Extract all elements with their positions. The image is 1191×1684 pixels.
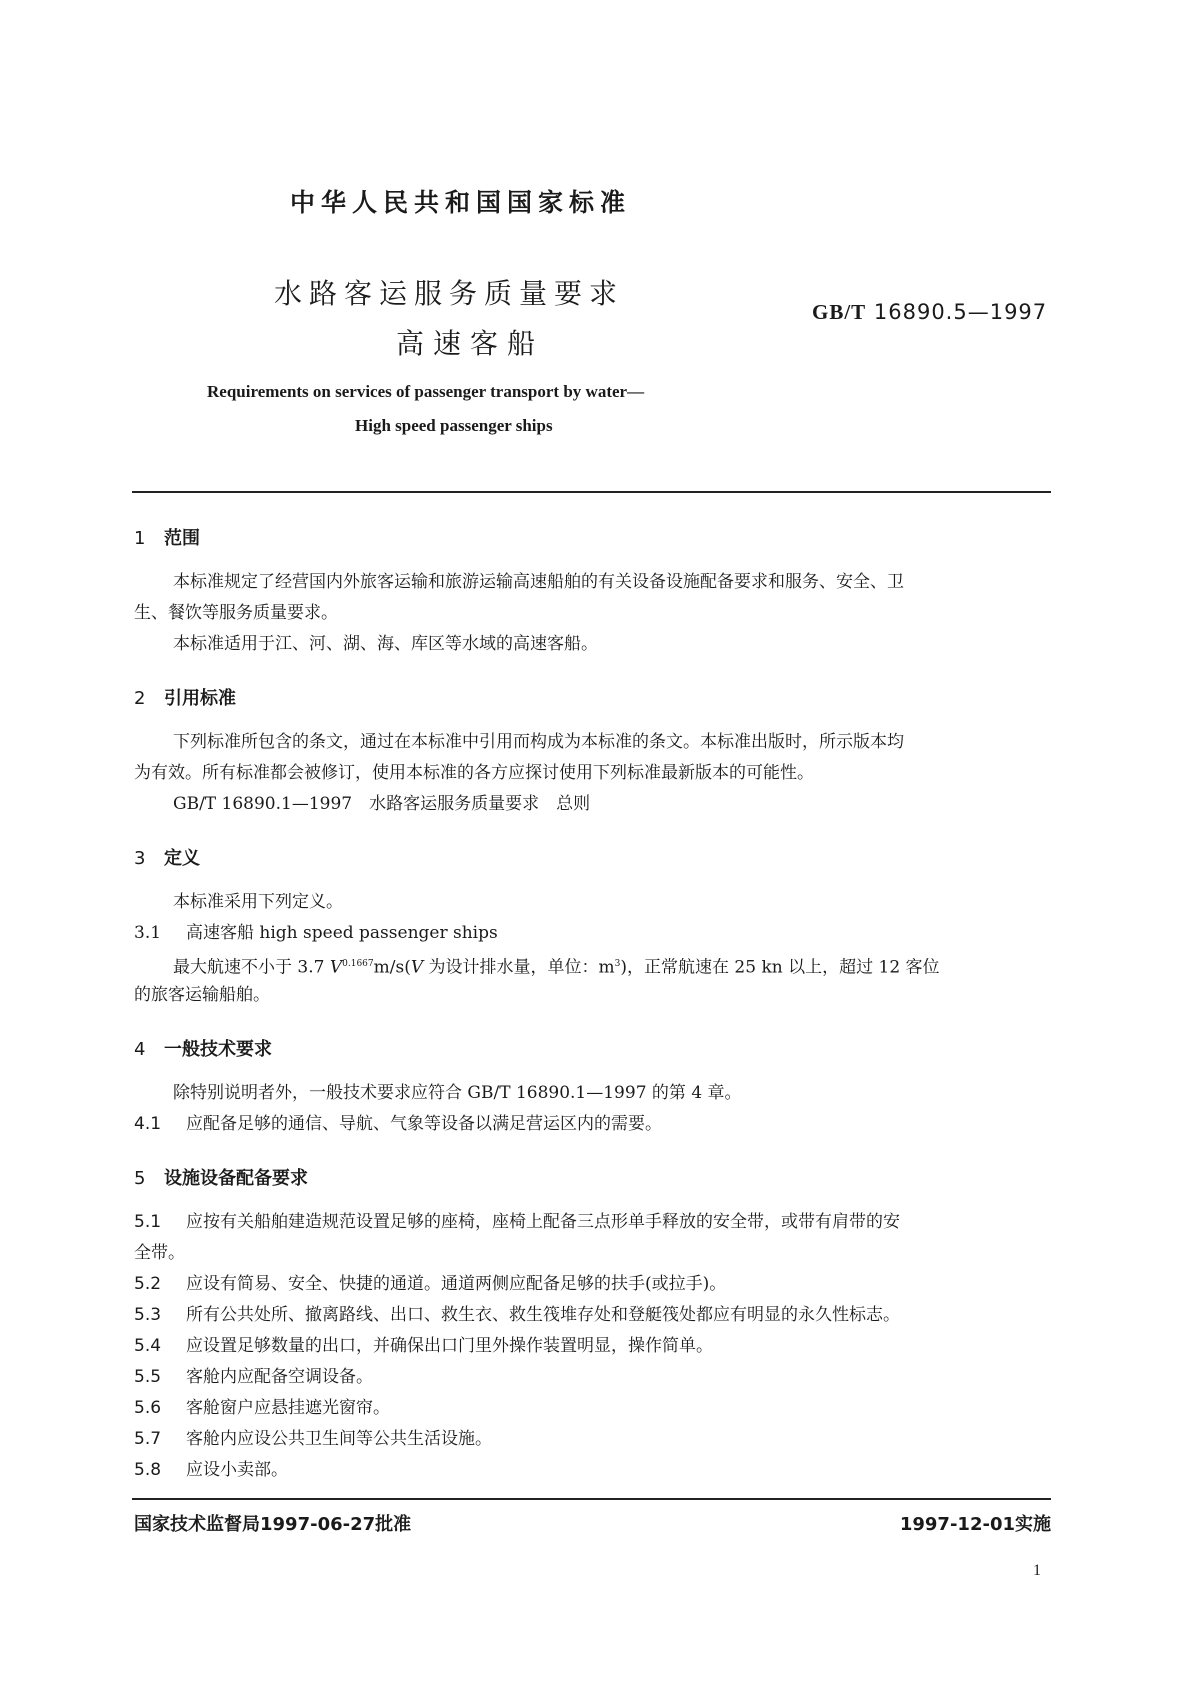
clause-3-1-definition-line2: 的旅客运输船舶。 [134,985,270,1005]
clause-text: 应设有简易、安全、快捷的通道。通道两侧应配备足够的扶手(或拉手)。 [186,1274,727,1294]
clause-5-4 [134,1336,1053,1356]
header-rule [132,491,1051,493]
document-title-line1: 水路客运服务质量要求 [274,277,625,310]
effective-date: 1997-12-01实施 [899,1514,1051,1535]
clause-5-1-line2: 全带。 [134,1243,185,1263]
clause-5-1-line1 [134,1212,1053,1232]
standard-number: 16890.5—1997 [873,300,1048,324]
clause-text: 应按有关船舶建造规范设置足够的座椅，座椅上配备三点形单手释放的安全带，或带有肩带的安 [186,1212,900,1232]
clause-term: 高速客船 high speed passenger ships [186,923,498,943]
clause-number: 5.1 [134,1212,162,1232]
s3-paragraph: 本标准采用下列定义。 [173,892,343,912]
clause-number: 5.4 [134,1336,162,1356]
clause-3-1-definition-line1 [173,954,1053,978]
clause-number: 5.6 [134,1398,162,1418]
clause-text: 客舱窗户应悬挂遮光窗帘。 [186,1398,390,1418]
section-number: 4 [134,1039,146,1060]
section-title: 定义 [164,848,200,869]
section-5-heading [134,1164,308,1190]
section-number: 5 [134,1168,146,1189]
s1-paragraph-line2: 生、餐饮等服务质量要求。 [134,603,338,623]
english-title-line2: High speed passenger ships [355,416,553,435]
clause-5-8 [134,1460,1053,1480]
standard-code [812,300,1047,325]
clause-number: 3.1 [134,923,162,943]
clause-3-1 [134,923,1053,943]
def-exponent: 3 [614,959,621,969]
national-standard-heading: 中华人民共和国国家标准 [290,188,632,217]
section-number: 3 [134,848,146,869]
clause-number: 5.8 [134,1460,162,1480]
section-title: 引用标准 [164,688,236,709]
clause-number: 4.1 [134,1114,162,1134]
clause-text: 客舱内应配备空调设备。 [186,1367,373,1387]
s1-paragraph-2: 本标准适用于江、河、湖、海、库区等水域的高速客船。 [173,634,598,654]
clause-text: 应设小卖部。 [186,1460,288,1480]
clause-4-1 [134,1114,1053,1134]
def-part: )，正常航速在 25 kn 以上，超过 12 客位 [620,957,940,978]
def-part: 为设计排水量，单位：m [423,957,615,978]
section-number: 1 [134,528,146,549]
section-2-heading [134,684,236,710]
def-exponent: 0.1667 [342,959,374,969]
clause-number: 5.5 [134,1367,162,1387]
section-title: 范围 [164,528,200,549]
page-number: 1 [1033,1562,1041,1579]
def-symbol: V [329,957,343,978]
clause-number: 5.2 [134,1274,162,1294]
s2-paragraph-line2: 为有效。所有标准都会被修订，使用本标准的各方应探讨使用下列标准最新版本的可能性。 [134,763,814,783]
standard-prefix: GB/T [812,300,867,324]
s2-paragraph-line1: 下列标准所包含的条文，通过在本标准中引用而构成为本标准的条文。本标准出版时，所示版本均 [173,732,904,752]
clause-5-2 [134,1274,1053,1294]
s1-paragraph-line1: 本标准规定了经营国内外旅客运输和旅游运输高速船舶的有关设备设施配备要求和服务、安全、卫 [173,572,904,592]
document-title-line2: 高速客船 [396,327,545,360]
clause-number: 5.7 [134,1429,162,1449]
english-title-line1: Requirements on services of passenger transport by water— [207,382,645,401]
section-1-heading [134,524,200,550]
s4-paragraph: 除特别说明者外，一般技术要求应符合 GB/T 16890.1—1997 的第 4 章。 [173,1083,742,1103]
footer-rule [132,1498,1051,1500]
def-part: 最大航速不小于 3.7 [173,957,330,978]
s2-reference: GB/T 16890.1—1997 水路客运服务质量要求 总则 [173,794,591,814]
clause-text: 应配备足够的通信、导航、气象等设备以满足营运区内的需要。 [186,1114,662,1134]
section-title: 设施设备配备要求 [164,1168,308,1189]
section-3-heading [134,844,200,870]
section-number: 2 [134,688,146,709]
def-part: m/s( [373,957,411,978]
clause-5-7 [134,1429,1053,1449]
clause-5-6 [134,1398,1053,1418]
clause-number: 5.3 [134,1305,162,1325]
section-title: 一般技术要求 [164,1039,272,1060]
section-4-heading [134,1035,272,1061]
clause-5-3 [134,1305,1053,1325]
clause-text: 所有公共处所、撤离路线、出口、救生衣、救生筏堆存处和登艇筏处都应有明显的永久性标志。 [186,1305,900,1325]
clause-text: 应设置足够数量的出口，并确保出口门里外操作装置明显，操作简单。 [186,1336,713,1356]
clause-5-5 [134,1367,1053,1387]
approval-date: 国家技术监督局1997-06-27批准 [134,1514,412,1535]
def-symbol: V [410,957,424,978]
clause-text: 客舱内应设公共卫生间等公共生活设施。 [186,1429,492,1449]
